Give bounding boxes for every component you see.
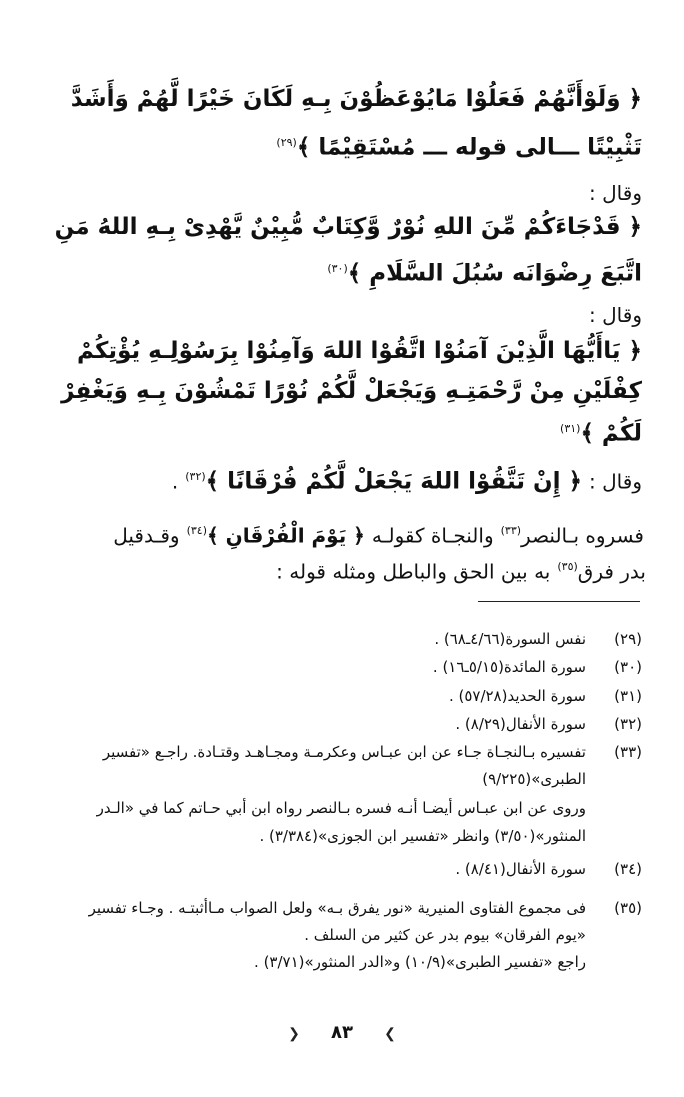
waqal-label [0, 178, 642, 208]
sentence-end: . [171, 469, 179, 494]
waqal-label [0, 300, 642, 330]
verse-line [0, 462, 642, 497]
waqal-text: وقال : [589, 469, 642, 494]
footnote-number: (٣٠) [614, 658, 642, 676]
footnote-text: سورة الأنفال(٨/٤١) . [455, 860, 586, 878]
verse-text: كِفْلَيْنِ مِنْ رَّحْمَتِـهِ وَيَجْعَلْ لَّكُمْ نُوْرًا تَمْشُوْنَ بِـهِ وَيَغْفِرْ [61, 378, 642, 404]
verse-text: ﴿ وَلَوْأَنَّهُمْ فَعَلُوْا مَايُوْعَظُوْنَ بِـهِ لَكَانَ خَيْرًا لَّهُمْ وَأَشَدَّ [70, 86, 642, 112]
footnote-number: (٣٣) [614, 743, 642, 761]
prose-text: وقـدقيل [113, 523, 180, 548]
verse-line [40, 212, 642, 243]
footnote-ref: (٣٤) [186, 524, 207, 537]
footnote-ref: (٣٠) [327, 262, 348, 275]
footnote-number: (٣٥) [614, 899, 642, 917]
verse-line [40, 336, 642, 367]
waqal-text: وقال : [589, 181, 642, 205]
footnote-number: (٢٩) [614, 630, 642, 648]
page-number: ٨٣ [331, 1022, 353, 1043]
footnote-text: سورة المائدة(٥/١٥ـ١٦) . [432, 658, 586, 676]
footnote-text: سورة الأنفال(٨/٢٩) . [455, 715, 586, 733]
verse-text: ﴿ قَدْجَاءَكُمْ مِّنَ اللهِ نُوْرٌ وَّكِتَابٌ مُّبِيْنٌ يَّهْدِىْ بِـهِ اللهُ مَنِ [54, 214, 642, 240]
footnote-text: «يوم الفرقان» بيوم بدر عن كثير من السلف . [304, 926, 586, 944]
verse-text: اتَّبَعَ رِضْوَانَه سُبُلَ السَّلَامِ ﴾ [347, 260, 642, 287]
footnote-ref: (٣٣) [500, 524, 522, 537]
footnote-ref: (٣٢) [185, 470, 206, 483]
prose-text: بدر فرق [577, 559, 646, 584]
ornament-icon: ❮ [288, 1026, 300, 1042]
footnote-number: (٣١) [614, 687, 642, 705]
waqal-text: وقال : [589, 303, 642, 327]
footnote-text: راجع «تفسير الطبرى»(١٠/٩) و«الدر المنثور»(٣/٧١) . [254, 953, 586, 971]
prose-text: والنجـاة كقولـه [371, 523, 494, 548]
verse-line [0, 254, 642, 289]
verse-text: لَكُمْ ﴾ [580, 420, 642, 447]
verse-text: ﴿ يَوْمَ الْفُرْقَانِ ﴾ [206, 523, 365, 548]
footnote-divider [478, 601, 640, 602]
prose-line [0, 516, 644, 551]
footnote-text: فى مجموع الفتاوى المنيرية «نور يفرق بـه» ولعل الصواب مـاأثبتـه . وجـاء تفسير [88, 899, 586, 917]
verse-text: ﴿ يَاأَيُّهَا الَّذِيْنَ آمَنُوْا اتَّقُوْا اللهَ وَآمِنُوْا بِرَسُوْلِـهِ يُؤْتِكُمْ [77, 338, 642, 364]
verse-line [0, 414, 642, 449]
verse-text: تَثْبِيْتًا ـــالى قوله ـــ مُسْتَقِيْمًا ﴾ [296, 134, 642, 161]
footnote-text: تفسيره بـالنجـاة جـاء عن ابن عبـاس وعكرمـة ومجـاهـد وقتـادة. راجـع «تفسير [102, 743, 586, 761]
prose-text: به بين الحق والباطل ومثله قوله : [276, 559, 551, 584]
footnote-text: الطبرى»(٩/٢٢٥) [482, 770, 586, 788]
footnote-text: سورة الحديد(٥٧/٢٨) . [448, 687, 586, 705]
footnote-ref: (٢٩) [276, 136, 297, 149]
footnote-number: (٣٤) [614, 860, 642, 878]
verse-line [0, 128, 642, 163]
footnote-ref: (٣٥) [557, 560, 578, 573]
footnote-text: وروى عن ابن عبـاس أيضـا أنـه فسره بـالنصر رواه ابن أبي حـاتم كما في «الـدر [96, 799, 586, 817]
ornament-icon: ❯ [384, 1026, 396, 1042]
verse-line [40, 376, 642, 407]
footnote-text: المنثور»(٣/٥٠) وانظر «تفسير ابن الجوزى»(٣/٣٨٤) . [259, 827, 586, 845]
prose-text: فسروه بـالنصر [521, 523, 644, 548]
footnote-ref: (٣١) [560, 422, 581, 435]
verse-text: ﴿ إِنْ تَتَّقُوْا اللهَ يَجْعَلْ لَّكُمْ فُرْقَانًا ﴾ [205, 468, 583, 495]
footnote-text: نفس السورة(٤/٦٦ـ٦٨) . [434, 630, 586, 648]
prose-line [0, 552, 646, 587]
page-number-block [0, 1022, 684, 1043]
footnote-number: (٣٢) [614, 715, 642, 733]
verse-line [40, 84, 642, 115]
